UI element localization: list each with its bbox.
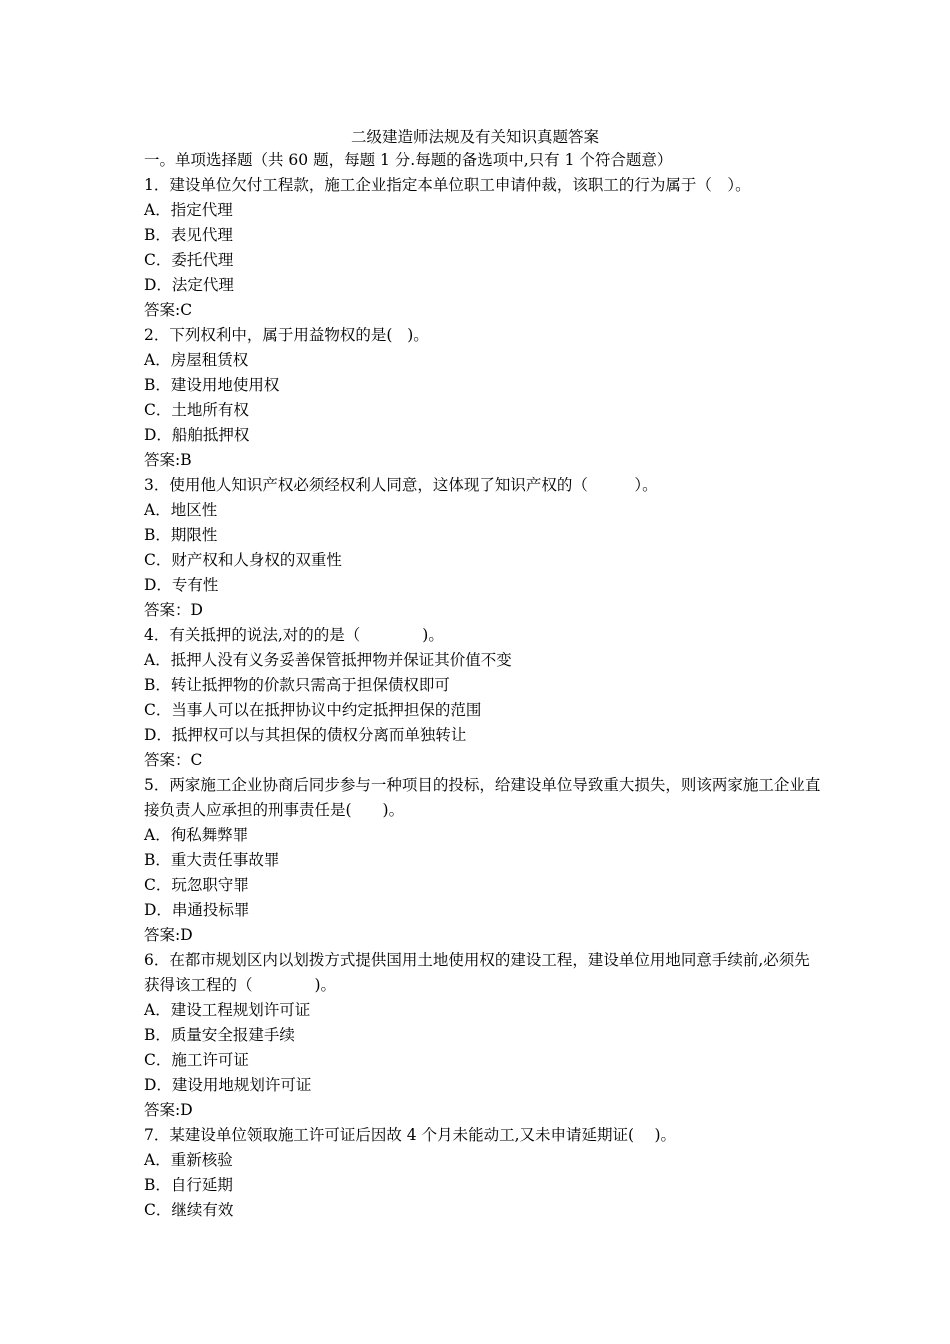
question-stem: 5．两家施工企业协商后同步参与一种项目的投标，给建设单位导致重大损失，则该两家施工企业直接负责人应承担的刑事责任是( )。 <box>144 776 821 819</box>
question-stem: 7．某建设单位领取施工许可证后因故 4 个月未能动工,又未申请延期证( )。 <box>144 1126 677 1144</box>
question-option: D．建设用地规划许可证 <box>144 1076 312 1094</box>
question-stem: 1．建设单位欠付工程款，施工企业指定本单位职工申请仲裁，该职工的行为属于（ ）。 <box>144 176 751 194</box>
question-stem: 6．在都市规划区内以划拨方式提供国用土地使用权的建设工程，建设单位用地同意手续前,必须先获得该工程的（ )。 <box>144 951 810 994</box>
question-option: A．抵押人没有义务妥善保管抵押物并保证其价值不变 <box>144 651 512 669</box>
question-option: A．重新核验 <box>144 1151 233 1169</box>
question-option: C．玩忽职守罪 <box>144 876 249 894</box>
question-option: A．房屋租赁权 <box>144 351 249 369</box>
question-option: B．建设用地使用权 <box>144 376 280 394</box>
question-option: B．重大责任事故罪 <box>144 851 280 869</box>
question-answer: 答案：C <box>144 751 203 769</box>
document-title: 二级建造师法规及有关知识真题答案 <box>350 128 599 146</box>
document-body <box>144 148 824 1223</box>
question-answer: 答案:B <box>144 451 192 469</box>
question-stem: 4．有关抵押的说法,对的的是（ )。 <box>144 626 444 644</box>
question-option: D．法定代理 <box>144 276 234 294</box>
question-option: C．继续有效 <box>144 1201 234 1219</box>
question-option: D．专有性 <box>144 576 219 594</box>
question-option: C．土地所有权 <box>144 401 249 419</box>
question-option: C．施工许可证 <box>144 1051 249 1069</box>
question-option: B．自行延期 <box>144 1176 233 1194</box>
question-stem: 3．使用他人知识产权必须经权利人同意，这体现了知识产权的（ ）。 <box>144 476 658 494</box>
section-heading: 一。单项选择题（共 60 题，每题 1 分.每题的备选项中,只有 1 个符合题意） <box>144 151 673 169</box>
question-option: D．串通投标罪 <box>144 901 250 919</box>
question-answer: 答案:C <box>144 301 193 319</box>
question-option: C．委托代理 <box>144 251 234 269</box>
question-option: B．转让抵押物的价款只需高于担保债权即可 <box>144 676 450 694</box>
question-option: B．表见代理 <box>144 226 233 244</box>
question-option: B．质量安全报建手续 <box>144 1026 295 1044</box>
question-stem: 2．下列权利中，属于用益物权的是( )。 <box>144 326 429 344</box>
question-answer: 答案:D <box>144 926 193 944</box>
question-option: D．抵押权可以与其担保的债权分离而单独转让 <box>144 726 467 744</box>
question-option: B．期限性 <box>144 526 218 544</box>
question-answer: 答案：D <box>144 601 203 619</box>
question-option: C．当事人可以在抵押协议中约定抵押担保的范围 <box>144 701 482 719</box>
question-option: A．建设工程规划许可证 <box>144 1001 311 1019</box>
question-option: A．地区性 <box>144 501 218 519</box>
question-option: A．徇私舞弊罪 <box>144 826 249 844</box>
question-option: D．船舶抵押权 <box>144 426 250 444</box>
question-answer: 答案:D <box>144 1101 193 1119</box>
question-option: C．财产权和人身权的双重性 <box>144 551 342 569</box>
question-option: A．指定代理 <box>144 201 233 219</box>
